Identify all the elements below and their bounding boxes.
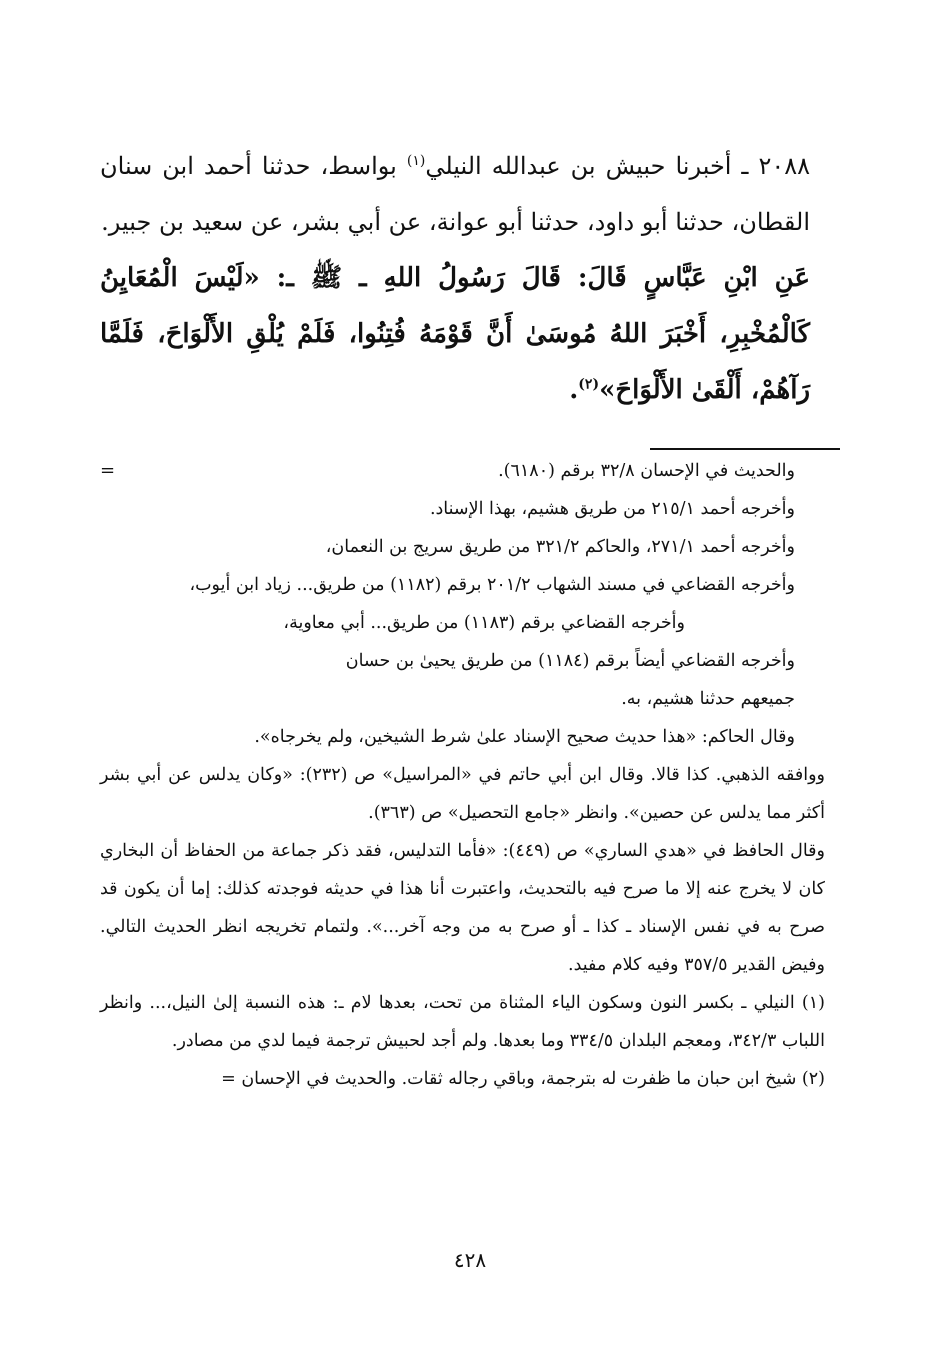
footnote-line: وأخرجه القضاعي برقم (١١٨٣) من طريق... أبي معاوية، (283, 613, 685, 633)
footnotes (100, 452, 825, 1098)
footnote-1: (١) النيلي ـ بكسر النون وسكون الياء المثناة من تحت، بعدها لام ـ: هذه النسبة إلىٰ النيل،... وانظر اللباب ٣٤٢/٣، ومعجم البلدان ٣٣٤/٥ وما بعدها. ولم أجد لحبيش ترجمة فيما لدي من مصادر. (100, 993, 825, 1051)
hadith-text: عَنِ ابْنِ عَبَّاسٍ قَالَ: قَالَ رَسُولُ اللهِ ـ ﷺ ـ: «لَيْسَ الْمُعَايِنُ كَالْمُخْبِرِ، أَخْبَرَ اللهُ مُوسَىٰ أَنَّ قَوْمَهُ فُتِنُوا، فَلَمْ يُلْقِ الأَلْوَاحَ، فَلَمَّا رَآهُمْ، أَلْقَىٰ الأَلْوَاحَ» (100, 263, 810, 405)
isnad-paragraph (100, 138, 810, 250)
footnote-ref-1: (١) (406, 153, 426, 169)
footnote-line: والحديث في الإحسان ٣٢/٨ برقم (٦١٨٠). (498, 461, 795, 481)
footnote-divider (650, 448, 840, 450)
main-text (100, 138, 810, 418)
isnad-text: ٢٠٨٨ ـ أخبرنا حبيش بن عبدالله النيلي (425, 152, 810, 180)
hadith-paragraph (100, 250, 810, 418)
footnote-paragraph: ووافقه الذهبي. كذا قالا. وقال ابن أبي حاتم في «المراسيل» ص (٢٣٢): «وكان يدلس عن أبي بشر أكثر مما يدلس عن حصين». وانظر «جامع التحصيل» ص (٣٦٣). (100, 765, 825, 823)
hadith-end: . (569, 375, 579, 405)
continuation-mark: = (100, 460, 116, 481)
footnote-line: وأخرجه القضاعي في مسند الشهاب ٢٠١/٢ برقم (١١٨٢) من طريق... زياد ابن أيوب، (189, 575, 795, 595)
isnad-continuation: بواسط، حدثنا أحمد ابن سنان القطان، حدثنا أبو داود، حدثنا أبو عوانة، عن أبي بشر، عن سعيد بن جبير. (100, 152, 810, 236)
footnote-line: وقال الحاكم: «هذا حديث صحيح الإسناد علىٰ شرط الشيخين، ولم يخرجاه». (254, 727, 795, 747)
footnote-line: وأخرجه أحمد ٢١٥/١ من طريق هشيم، بهذا الإسناد. (429, 499, 795, 519)
footnote-paragraph: وقال الحافظ في «هدي الساري» ص (٤٤٩): «فأما التدليس، فقد ذكر جماعة من الحفاظ أن البخاري كان لا يخرج عنه إلا ما صرح فيه بالتحديث، واعتبرت أنا هذا في حديثه فوجدته كذلك: إما أن يكون قد صرح به في نفس الإسناد ـ كذا ـ أو صرح به من وجه آخر...». ولتمام تخريجه انظر الحديث التالي. وفيض القدير ٣٥٧/٥ وفيه كلام مفيد. (100, 841, 825, 975)
footnote-line: وأخرجه القضاعي أيضاً برقم (١١٨٤) من طريق يحيىٰ بن حسان (345, 651, 795, 671)
page-number: ٤٢٨ (453, 1248, 487, 1272)
footnote-line: وأخرجه أحمد ٢٧١/١، والحاكم ٣٢١/٢ من طريق سريج بن النعمان، (325, 537, 795, 557)
footnote-ref-2: (٢) (578, 376, 600, 393)
footnote-2: (٢) شيخ ابن حبان ما ظفرت له بترجمة، وباقي رجاله ثقات. والحديث في الإحسان = (221, 1069, 825, 1089)
footnote-line: جميعهم حدثنا هشيم، به. (621, 689, 795, 709)
